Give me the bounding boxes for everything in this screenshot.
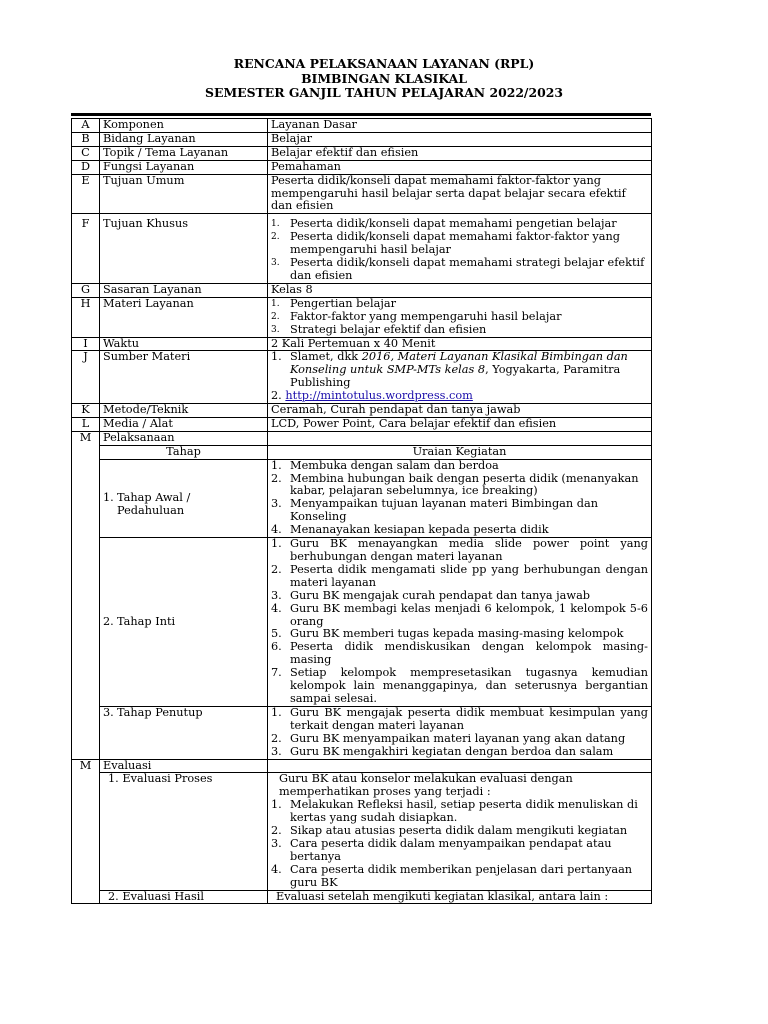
row-label: Media / Alat [100, 417, 268, 431]
row-value: Layanan Dasar [268, 119, 652, 133]
list-text [290, 351, 648, 390]
row-value: LCD, Power Point, Cara belajar efektif dan efisien [268, 417, 652, 431]
row-e [72, 174, 652, 214]
top-rule [71, 113, 651, 116]
list-text: Guru BK mengajak peserta didik membuat kesimpulan yang terkait dengan materi layanan [290, 705, 648, 732]
list-number: 3. [271, 588, 282, 602]
list-text: Cara peserta didik dalam menyampaikan pendapat atau bertanya [290, 836, 612, 863]
list-item [271, 524, 648, 537]
tahap-label [103, 707, 264, 720]
row-value [268, 297, 652, 337]
list-item [271, 641, 648, 667]
row-value: Belajar [268, 132, 652, 146]
list-text: Menyampaikan tujuan layanan materi Bimbingan dan Konseling [290, 497, 599, 524]
list-item [271, 324, 648, 337]
tahap-inti-list [271, 538, 648, 706]
row-l [72, 417, 652, 431]
rpl-table [71, 118, 652, 904]
list-number: 2. [271, 562, 282, 576]
list-number: 3. [271, 324, 280, 335]
tahap-text: Tahap Penutup [117, 705, 203, 719]
row-i [72, 337, 652, 351]
list-number: 4. [271, 523, 282, 537]
row-letter: D [72, 160, 100, 174]
tahap-penutup-list [271, 707, 648, 759]
title-line-1: RENCANA PELAKSANAAN LAYANAN (RPL) [233, 56, 535, 71]
list-item [271, 799, 648, 825]
row-value: Peserta didik/konseli dapat memahami faktor-faktor yang mempengaruhi hasil belajar serta dapat belajar secara efektif dan efisien [268, 174, 652, 214]
list-item [271, 603, 648, 629]
list-text: Menanayakan kesiapan kepada peserta didik [290, 523, 549, 537]
list-text: Melakukan Refleksi hasil, setiap peserta didik menuliskan di kertas yang sudah disiapkan. [290, 798, 638, 825]
tahap-awal-list [271, 460, 648, 537]
list-number: 1. [271, 350, 282, 364]
list-item [271, 473, 648, 499]
list-item [271, 498, 648, 524]
reference-publisher: , Yogyakarta, Paramitra Publishing [290, 363, 621, 390]
row-label: Tujuan Khusus [100, 214, 268, 284]
list-item [271, 257, 648, 283]
reference-link[interactable]: http://mintotulus.wordpress.com [285, 389, 473, 403]
materi-layanan-list [271, 298, 648, 337]
row-value: Kelas 8 [268, 283, 652, 297]
tahap-awal-uraian [268, 459, 652, 537]
list-number: 2. [271, 731, 282, 745]
evaluasi-proses-intro: Guru BK atau konselor melakukan evaluasi dengan memperhatikan proses yang terjadi : [279, 772, 573, 799]
row-value [268, 214, 652, 284]
list-text: Sikap atau atusias peserta didik dalam mengikuti kegiatan [290, 824, 628, 838]
tujuan-khusus-list [271, 218, 648, 283]
row-label: Bidang Layanan [100, 132, 268, 146]
list-number: 3. [271, 836, 282, 850]
list-number: 7. [271, 666, 282, 680]
row-label: Pelaksanaan [100, 431, 268, 445]
tahap-awal-label [100, 459, 268, 537]
list-text: Guru BK mengajak curah pendapat dan tanya jawab [290, 588, 591, 602]
list-text: Guru BK mengakhiri kegiatan dengan berdoa dan salam [290, 744, 614, 758]
list-text: Strategi belajar efektif dan efisien [290, 322, 487, 336]
row-j [72, 351, 652, 404]
tahap-inti-uraian [268, 538, 652, 707]
row-value [268, 431, 652, 445]
list-number: 4. [271, 601, 282, 615]
list-item [271, 733, 648, 746]
tahap-penutup-uraian [268, 706, 652, 759]
list-number: 3. [271, 497, 282, 511]
list-number: 2. [271, 311, 280, 322]
list-number: 1. [271, 298, 280, 309]
column-header-uraian: Uraian Kegiatan [268, 445, 652, 459]
row-m [72, 431, 652, 445]
tahap-number: 3. [103, 705, 114, 719]
evaluasi-proses-list [271, 799, 648, 889]
sumber-materi-list [271, 351, 648, 403]
list-number: 3. [271, 258, 280, 269]
column-header-tahap: Tahap [100, 445, 268, 459]
list-text: Peserta didik mendiskusikan dengan kelompok masing-masing [290, 640, 648, 667]
list-item [271, 667, 648, 706]
list-text: Guru BK menayangkan media slide power point yang berhubungan dengan materi layanan [290, 537, 648, 563]
row-letter: F [72, 214, 100, 284]
list-text: Membuka dengan salam dan berdoa [290, 458, 499, 472]
list-item [271, 460, 648, 473]
list-number: 2. [271, 471, 282, 485]
tahap-label [103, 616, 264, 629]
title-line-2: BIMBINGAN KLASIKAL [301, 70, 467, 86]
row-letter: H [72, 297, 100, 337]
document-title [0, 57, 768, 101]
reference-title: 2016, Materi Layanan Klasikal Bimbingan dan Konseling untuk SMP-MTs kelas 8 [290, 350, 628, 377]
row-letter: G [72, 283, 100, 297]
row-label: Metode/Teknik [100, 404, 268, 418]
evaluasi-hasil-row [72, 890, 652, 904]
row-k [72, 404, 652, 418]
list-number: 1. [271, 705, 282, 719]
row-letter: M [72, 431, 100, 759]
list-number: 5. [271, 627, 282, 641]
list-item [271, 564, 648, 590]
row-value: Belajar efektif dan efisien [268, 146, 652, 160]
row-label: Topik / Tema Layanan [100, 146, 268, 160]
list-number: 1. [271, 219, 280, 230]
reference-author: Slamet, dkk [290, 350, 362, 364]
row-letter: M [72, 759, 100, 904]
row-value [268, 351, 652, 404]
list-item [271, 590, 648, 603]
list-text: Membina hubungan baik dengan peserta didik (menanyakan kabar, pelajaran sebelumnya, ice breaking) [290, 471, 639, 498]
list-number: 1. [271, 798, 282, 812]
row-label: Waktu [100, 337, 268, 351]
row-label: Sumber Materi [100, 351, 268, 404]
list-text: Peserta didik mengamati slide pp yang berhubungan dengan materi layanan [290, 562, 648, 589]
row-d [72, 160, 652, 174]
row-letter: J [72, 351, 100, 404]
list-item [271, 825, 648, 838]
row-label: Tujuan Umum [100, 174, 268, 214]
list-item [271, 231, 648, 257]
list-text: Faktor-faktor yang mempengaruhi hasil belajar [290, 309, 562, 323]
row-g [72, 283, 652, 297]
row-letter: E [72, 174, 100, 214]
list-number: 6. [271, 640, 282, 654]
row-letter: L [72, 417, 100, 431]
list-number: 2. [271, 232, 280, 243]
row-label: Materi Layanan [100, 297, 268, 337]
list-item [271, 707, 648, 733]
tahap-label [103, 492, 264, 518]
list-item [271, 390, 648, 403]
row-label: Fungsi Layanan [100, 160, 268, 174]
list-text: Pengertian belajar [290, 296, 397, 310]
row-h [72, 297, 652, 337]
evaluasi-hasil-label: 2. Evaluasi Hasil [100, 890, 268, 904]
list-number: 2. [271, 389, 282, 403]
list-text: Peserta didik/konseli dapat memahami strategi belajar efektif dan efisien [290, 256, 645, 282]
list-number: 3. [271, 744, 282, 758]
list-number: 1. [271, 537, 282, 551]
row-letter: A [72, 119, 100, 133]
row-value: 2 Kali Pertemuan x 40 Menit [268, 337, 652, 351]
evaluasi-hasil-uraian: Evaluasi setelah mengikuti kegiatan klasikal, antara lain : [268, 890, 652, 904]
list-item [271, 351, 648, 390]
row-letter: I [72, 337, 100, 351]
title-line-3: SEMESTER GANJIL TAHUN PELAJARAN 2022/2023 [205, 85, 563, 100]
tahap-inti-label [100, 538, 268, 707]
list-number: 4. [271, 862, 282, 876]
list-item [271, 838, 648, 864]
row-f [72, 214, 652, 284]
row-m-evaluasi [72, 759, 652, 773]
list-number: 1. [271, 458, 282, 472]
list-text: Setiap kelompok mempresetasikan tugasnya kemudian kelompok lain menanggapinya, dan seterusnya bergantian sampai selesai. [290, 666, 648, 705]
list-item [271, 298, 648, 311]
row-c [72, 146, 652, 160]
tahap-penutup-row [72, 706, 652, 759]
row-letter: K [72, 404, 100, 418]
evaluasi-proses-label: 1. Evaluasi Proses [100, 773, 268, 890]
row-label: Sasaran Layanan [100, 283, 268, 297]
list-number: 2. [271, 824, 282, 838]
row-letter: B [72, 132, 100, 146]
tahap-text: Tahap Inti [117, 614, 176, 628]
row-value: Ceramah, Curah pendapat dan tanya jawab [268, 404, 652, 418]
tahap-penutup-label [100, 706, 268, 759]
list-text: Peserta didik/konseli dapat memahami pengetian belajar [290, 217, 617, 231]
row-label: Komponen [100, 119, 268, 133]
tahap-awal-row [72, 459, 652, 537]
row-value [268, 759, 652, 773]
list-item [271, 311, 648, 324]
row-a [72, 119, 652, 133]
pelaksanaan-header-row [72, 445, 652, 459]
row-letter: C [72, 146, 100, 160]
tahap-number: 2. [103, 614, 114, 628]
row-value: Pemahaman [268, 160, 652, 174]
list-item [271, 864, 648, 890]
list-text: Guru BK menyampaikan materi layanan yang akan datang [290, 731, 626, 745]
tahap-number: 1. [103, 491, 114, 505]
row-label: Evaluasi [100, 759, 268, 773]
evaluasi-proses-uraian [268, 773, 652, 890]
tahap-inti-row [72, 538, 652, 707]
list-text: Guru BK memberi tugas kepada masing-masing kelompok [290, 627, 624, 641]
list-item [271, 538, 648, 564]
list-text: Peserta didik/konseli dapat memahami faktor-faktor yang mempengaruhi hasil belajar [290, 230, 620, 257]
row-b [72, 132, 652, 146]
tahap-text: Tahap Awal / Pedahuluan [117, 491, 191, 518]
list-text: Guru BK membagi kelas menjadi 6 kelompok, 1 kelompok 5-6 orang [290, 601, 648, 628]
list-text: Cara peserta didik memberikan penjelasan dari pertanyaan guru BK [290, 862, 633, 889]
list-item [271, 746, 648, 759]
evaluasi-proses-row [72, 773, 652, 890]
